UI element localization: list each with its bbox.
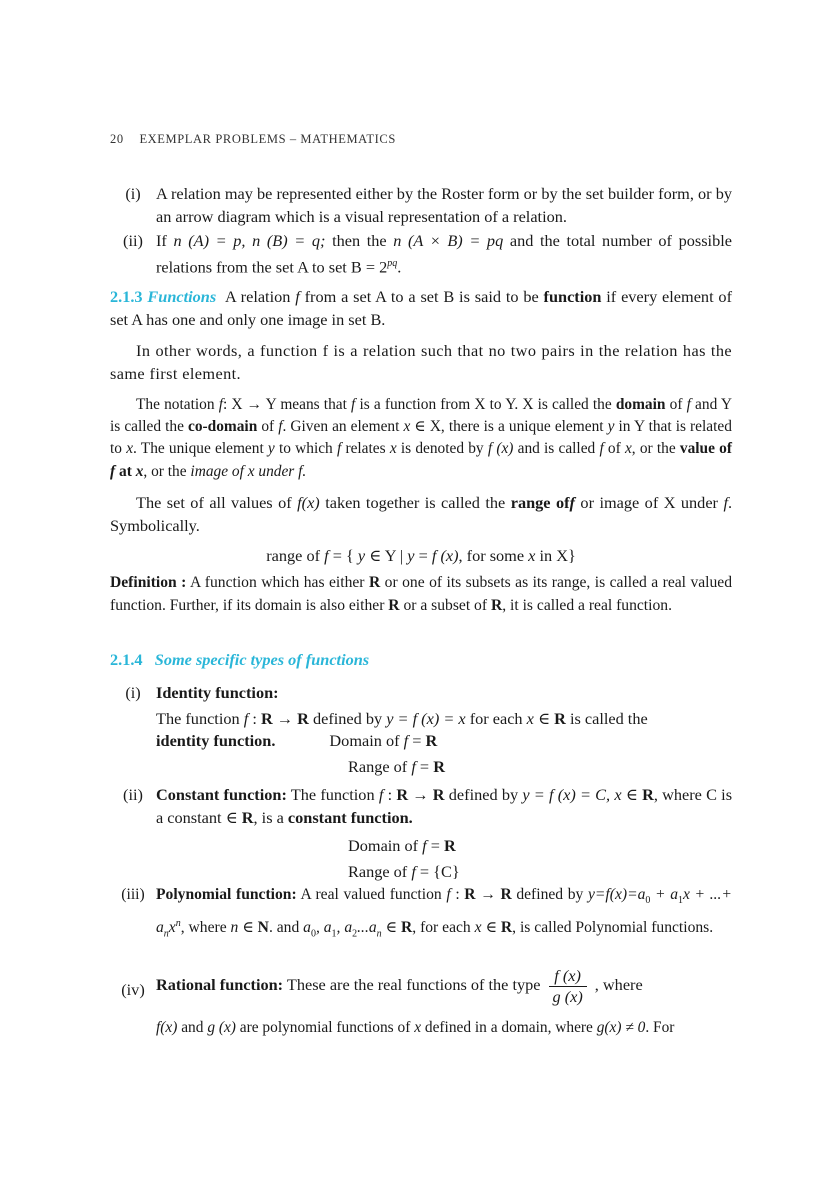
term: function — [543, 287, 602, 306]
running-title: EXEMPLAR PROBLEMS – MATHEMATICS — [139, 132, 396, 146]
range-row — [110, 861, 732, 884]
math: f — [378, 785, 384, 804]
text: and Y is called the — [110, 396, 732, 436]
term: co-domain — [188, 418, 258, 436]
text: in X} — [539, 546, 576, 565]
subscript: n — [376, 927, 382, 939]
text: for each — [469, 708, 523, 728]
text: , is a — [253, 807, 284, 827]
range-formula — [110, 545, 732, 568]
text: → — [480, 886, 496, 903]
term: domain — [615, 396, 666, 413]
text: Domain of — [329, 731, 400, 750]
text: These are the real functions of the type — [286, 975, 541, 995]
math: f — [569, 493, 575, 512]
text: is denoted by — [400, 440, 484, 458]
math: f — [599, 440, 604, 458]
math: y — [267, 440, 275, 458]
text: , where — [180, 918, 227, 936]
definition-label: Definition : — [110, 574, 187, 591]
rational-function-item — [110, 966, 732, 1040]
text: If — [156, 231, 167, 250]
item-title-row — [110, 682, 732, 705]
section-number: 2.1.3 — [110, 287, 143, 306]
math: n (A × B) = pq — [393, 231, 504, 250]
text: relates — [345, 440, 386, 458]
text: ∈ — [242, 918, 254, 936]
fraction-denominator: g (x) — [552, 987, 583, 1006]
para-range — [110, 492, 732, 537]
math: f — [411, 861, 416, 881]
text: defined by — [516, 886, 584, 903]
math: g(x) ≠ 0 — [596, 1019, 646, 1036]
math: x — [168, 918, 176, 936]
text: The set of all values of — [136, 493, 292, 512]
item-title: Rational function: — [156, 975, 284, 995]
text: and — [181, 1019, 204, 1036]
math: f (x) — [487, 440, 514, 458]
text: = — [418, 546, 428, 565]
text: = — [412, 731, 422, 750]
text: , it is called a real function. — [502, 596, 672, 614]
text: The function — [156, 708, 240, 728]
math: f(x) — [297, 493, 320, 512]
math: f — [723, 493, 728, 512]
text: , or the — [143, 462, 187, 480]
text: then the — [332, 231, 387, 250]
text: in Y that is related to — [110, 418, 732, 458]
section-title: Some specific types of functions — [154, 650, 370, 669]
item-body — [110, 708, 732, 753]
item-body — [110, 1017, 732, 1040]
text: . For — [645, 1019, 675, 1036]
math: f — [110, 462, 116, 480]
math: f — [351, 396, 356, 413]
math: f — [422, 836, 427, 855]
item-body — [110, 884, 732, 945]
math: x — [135, 462, 144, 480]
item-body — [110, 784, 732, 829]
item-label: (ii) — [123, 785, 143, 804]
para-notation — [110, 394, 732, 483]
section-214-heading — [110, 649, 732, 672]
text: . — [397, 256, 402, 276]
math: x — [414, 1019, 422, 1036]
math: x — [474, 918, 482, 936]
math: x — [126, 440, 134, 458]
math: R — [444, 836, 456, 855]
text: = { — [332, 546, 354, 565]
term: at — [119, 462, 132, 480]
math: a — [303, 918, 311, 936]
text: The notation — [136, 396, 215, 413]
math: R — [433, 756, 445, 776]
emph: image of x under f. — [190, 462, 307, 480]
text: ∈ Y | — [369, 546, 404, 565]
item-label: (iii) — [121, 886, 145, 903]
text: = — [430, 836, 440, 855]
math: f — [336, 440, 342, 458]
math: 2 — [379, 256, 388, 276]
text: defined in a domain, where — [424, 1019, 593, 1036]
domain-row — [110, 835, 732, 858]
math: f — [324, 546, 329, 565]
math: + a — [655, 886, 678, 903]
text: , where — [594, 975, 643, 995]
math: N — [257, 918, 269, 936]
item-label: (i) — [125, 683, 141, 702]
text: , is called Polynomial functions. — [512, 918, 714, 936]
item-title: Polynomial function: — [156, 886, 297, 903]
text: ∈ — [485, 918, 497, 936]
math: R — [425, 731, 438, 750]
math: R — [432, 785, 445, 804]
term: constant function. — [287, 807, 413, 827]
text: = — [419, 756, 430, 776]
text: , where C is a constant ∈ — [156, 785, 733, 827]
math: f — [686, 396, 691, 413]
text: Domain of — [348, 836, 419, 855]
text: of — [261, 418, 275, 436]
superscript: n — [175, 917, 181, 929]
math-sup: pq — [387, 257, 398, 269]
text: taken together is called the — [325, 493, 506, 512]
text: , for each — [412, 918, 471, 936]
text: A real valued function — [300, 886, 442, 903]
text: and is called — [517, 440, 596, 458]
item-title: Constant function: — [156, 785, 287, 804]
math: x + ...+ a — [156, 886, 732, 936]
math: R — [500, 886, 512, 903]
item-title: Identity function: — [156, 683, 279, 702]
math: , a — [336, 918, 353, 936]
para-other-words: In other words, a function f is a relation such that no two pairs in the relation has the same first element. — [110, 341, 732, 383]
text: are polynomial functions of — [239, 1019, 411, 1036]
math: y — [607, 418, 615, 436]
fraction — [549, 966, 587, 1007]
item-label: (ii) — [123, 231, 143, 250]
math: ...a — [357, 918, 377, 936]
math: R — [396, 785, 409, 804]
item-label: (i) — [125, 184, 141, 203]
math: R — [554, 708, 566, 728]
text: The function — [290, 785, 375, 804]
text: is a function from X to Y. X is called the — [359, 396, 612, 413]
definition — [110, 572, 732, 617]
math: R — [464, 886, 476, 903]
item-text: A relation may be represented either by the Roster form or by the set builder form, or by an arrow diagram which is a visual representation of a relation. — [156, 184, 732, 226]
math: f(x) — [156, 1019, 178, 1036]
text: and the total number of possible relations from the set A to set B = — [156, 231, 732, 276]
text: . The unique element — [133, 440, 264, 458]
text: or a subset of — [403, 596, 488, 614]
math: R — [500, 918, 513, 936]
range-row — [110, 756, 732, 779]
subscript: 0 — [645, 895, 651, 907]
math: y — [407, 546, 415, 565]
math: g (x) — [207, 1019, 236, 1036]
text: ∈ X, there is a unique element — [414, 418, 604, 436]
text: if every element of set A has one and only one image in set B. — [110, 287, 732, 329]
math: x — [403, 418, 411, 436]
text: Range of — [348, 756, 408, 776]
text: to which — [278, 440, 333, 458]
math: R — [368, 574, 381, 591]
math: f — [411, 756, 416, 776]
math: f — [295, 287, 300, 306]
math: x — [389, 440, 397, 458]
term: value of — [679, 440, 732, 458]
subscript: 1 — [331, 927, 337, 939]
text: defined by — [448, 785, 519, 804]
text: defined by — [312, 708, 383, 728]
math: R — [401, 918, 413, 936]
text: A function which has either — [189, 574, 365, 591]
text: . Given an element — [282, 418, 400, 436]
math: f (x) — [431, 546, 459, 565]
subscript: 0 — [310, 927, 316, 939]
math: R — [241, 807, 254, 827]
item-label: (iv) — [121, 980, 145, 999]
math: x — [526, 708, 534, 728]
math: n (A) = p, n (B) = q; — [173, 231, 326, 250]
top-list — [110, 183, 732, 278]
math: f — [218, 396, 223, 413]
text: . and — [268, 918, 300, 936]
text: : — [387, 785, 393, 804]
text: A relation — [224, 287, 291, 306]
polynomial-function-item — [110, 884, 732, 945]
math: R — [260, 708, 273, 728]
term: range of — [510, 493, 570, 512]
text: → — [412, 785, 429, 804]
subscript: n — [163, 927, 169, 939]
math: y = f (x) = x — [386, 708, 466, 728]
math: y=f(x)=a — [587, 886, 646, 903]
math: f — [403, 731, 409, 750]
section-213-para — [110, 286, 732, 331]
section-number: 2.1.4 — [110, 650, 143, 669]
text: is called the — [569, 708, 648, 728]
math: f — [243, 708, 249, 728]
running-header — [110, 132, 396, 147]
math: n — [230, 918, 239, 936]
page-number: 20 — [110, 132, 124, 146]
list-item — [110, 183, 732, 228]
subscript: 2 — [352, 927, 358, 939]
math: x — [624, 440, 632, 458]
text: . Symbolically. — [110, 493, 733, 535]
math: R — [297, 708, 309, 728]
text: : X → Y means that — [222, 396, 347, 413]
section-title: Functions — [147, 287, 217, 306]
math: , a — [315, 918, 332, 936]
term: identity function. — [156, 731, 276, 750]
math: x — [528, 546, 536, 565]
math: R — [642, 785, 654, 804]
text: : — [252, 708, 257, 728]
math: y = f (x) = C, x — [522, 785, 622, 804]
text: ∈ — [625, 785, 638, 804]
text: , or the — [631, 440, 676, 458]
text: or one of its subsets as its range, is called a real valued function. Further, if its domain is also either — [110, 574, 733, 614]
math: f — [446, 886, 451, 903]
text: or image of X under — [580, 493, 718, 512]
text: of — [607, 440, 621, 458]
text: = {C} — [419, 861, 460, 881]
text: of — [669, 396, 683, 413]
math: R — [388, 596, 400, 614]
text: Range of — [348, 861, 408, 881]
text: from a set A to a set B is said to be — [304, 287, 539, 306]
text: ∈ — [537, 708, 551, 728]
text: range of — [266, 546, 321, 565]
constant-function-item — [110, 784, 732, 883]
subscript: 1 — [678, 895, 683, 907]
item-title-row — [110, 966, 732, 1007]
math: R — [490, 596, 503, 614]
text: → — [276, 708, 294, 728]
fraction-numerator: f (x) — [549, 966, 587, 987]
text: : — [455, 886, 460, 903]
identity-function-item — [110, 682, 732, 778]
list-item — [110, 230, 732, 278]
text: , for some — [458, 546, 525, 565]
math: f — [278, 418, 283, 436]
math: y — [357, 546, 366, 565]
text: ∈ — [385, 918, 398, 936]
